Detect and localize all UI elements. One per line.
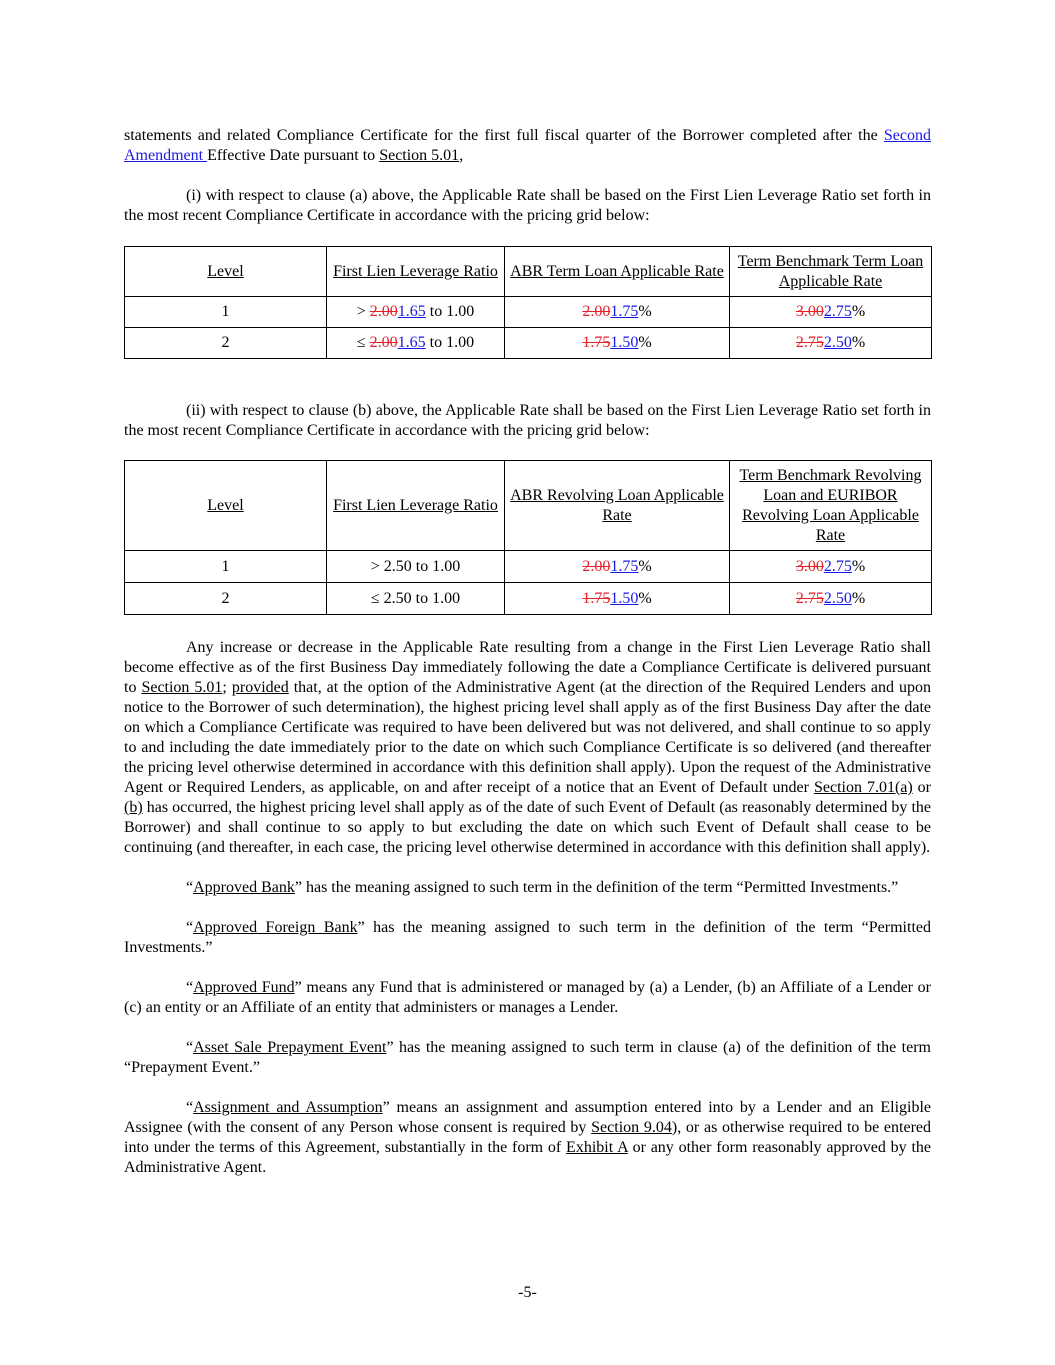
- text-run: “: [186, 879, 194, 896]
- text-run: ” has the meaning assigned to such term in the definition of the term “Permitted Investments.”: [124, 919, 931, 956]
- text-run: ≤ 2.50 to 1.00: [370, 589, 461, 607]
- table-cell: [730, 328, 932, 359]
- paragraph: [124, 126, 931, 166]
- text-run: %: [851, 557, 866, 575]
- text-run: %: [638, 334, 652, 351]
- text-run: > 2.50 to 1.00: [370, 557, 461, 575]
- table-header-row: [125, 461, 932, 551]
- deleted-text: 2.00: [582, 557, 611, 575]
- text-run: 2: [221, 334, 230, 351]
- text-run: ” means an assignment and assumption entered into by a Lender and an Eligible Assignee (with the consent of any Person whose consent is required by: [124, 1099, 932, 1136]
- paragraph: [124, 978, 931, 1018]
- text-run: ” has the meaning assigned to such term in clause (a) of the definition of the term “Prepayment Event.”: [124, 1039, 932, 1076]
- text-run: 1: [221, 303, 230, 320]
- text-run: (ii) with respect to clause (b) above, the Applicable Rate shall be based on the First Lien Leverage Ratio set forth in the most recent Compliance Certificate in accordance with the pricing grid below:: [124, 402, 931, 439]
- table-cell: [505, 297, 730, 328]
- defined-term[interactable]: (b): [124, 799, 143, 816]
- defined-term[interactable]: provided: [231, 679, 289, 696]
- inserted-text: 2.75: [823, 303, 852, 320]
- defined-term[interactable]: First Lien Leverage Ratio: [333, 496, 498, 514]
- deleted-text: 3.00: [795, 557, 824, 575]
- table-cell: [327, 297, 505, 328]
- table-row: [125, 297, 932, 328]
- table-cell: [505, 461, 730, 551]
- table-row: [125, 583, 932, 615]
- paragraph: [124, 638, 931, 858]
- inserted-text: 1.50: [610, 334, 639, 351]
- text-run: ≤: [356, 334, 370, 351]
- deleted-text: 1.75: [582, 334, 611, 351]
- inserted-text: 2.50: [823, 334, 852, 351]
- defined-term[interactable]: Assignment and Assumption: [193, 1099, 383, 1116]
- defined-term[interactable]: Term Benchmark Revolving Loan and EURIBOR Revolving Loan Applicable Rate: [739, 466, 922, 544]
- intro-paragraphs: [124, 126, 931, 226]
- deleted-text: 1.75: [582, 589, 611, 607]
- inserted-text: 1.75: [610, 303, 639, 320]
- text-run: %: [638, 589, 652, 607]
- table-cell: [327, 247, 505, 297]
- table-cell: [730, 461, 932, 551]
- defined-term[interactable]: Approved Foreign Bank: [193, 919, 358, 936]
- defined-term[interactable]: Approved Bank: [193, 879, 295, 896]
- table-cell: [125, 328, 327, 359]
- table-cell: [125, 247, 327, 297]
- text-run: or any other form reasonably approved by the Administrative Agent.: [124, 1139, 932, 1176]
- table-cell: [327, 328, 505, 359]
- defined-term[interactable]: ABR Term Loan Applicable Rate: [510, 262, 724, 280]
- definitions: [124, 638, 931, 1178]
- deleted-text: 2.75: [795, 334, 824, 351]
- pricing-grid-term-loan: [124, 246, 932, 359]
- deleted-text: 2.00: [369, 303, 398, 320]
- defined-term[interactable]: Exhibit A: [566, 1139, 628, 1156]
- text-run: 2: [221, 589, 230, 607]
- table-cell: [327, 461, 505, 551]
- text-run: %: [638, 303, 652, 320]
- inserted-text: 2.50: [823, 589, 852, 607]
- text-run: “: [186, 1039, 194, 1056]
- text-run: %: [851, 589, 866, 607]
- text-run: Effective Date pursuant to: [207, 147, 380, 164]
- inserted-text: 1.65: [397, 334, 426, 351]
- page-number: -5-: [518, 1284, 537, 1301]
- link[interactable]: Second Amendment: [124, 127, 931, 164]
- text-run: to 1.00: [425, 334, 475, 351]
- text-run: statements and related Compliance Certificate for the first full fiscal quarter of the Borrower completed after the: [124, 127, 884, 144]
- deleted-text: 2.75: [795, 589, 824, 607]
- inserted-text: 1.65: [397, 303, 426, 320]
- text-run: ,: [459, 147, 464, 164]
- table-cell: [730, 297, 932, 328]
- deleted-text: 2.00: [369, 334, 398, 351]
- defined-term[interactable]: Asset Sale Prepayment Event: [193, 1039, 387, 1056]
- text-run: that, at the option of the Administrative Agent (at the direction of the Required Lenders and upon notice to the Borrower of such determination), the highest pricing level shall apply as of the first Business Day after the date on which a Compliance Certificate was required to have been delivered but was not delivered, and shall continue to so apply to and including the date immediately prior to the date on which such Compliance Certificate is so delivered (and thereafter the pricing level otherwise determined in accordance with this definition shall apply). Upon the request of the Administrative Agent or Required Lenders, as applicable, on and after receipt of a notice that an Event of Default under: [124, 679, 932, 796]
- text-run: >: [356, 303, 370, 320]
- table-cell: [505, 583, 730, 615]
- table-cell: [125, 583, 327, 615]
- paragraph: [124, 401, 931, 441]
- paragraph: [124, 878, 931, 898]
- table-cell: [125, 551, 327, 583]
- text-run: or: [912, 779, 932, 796]
- table-cell: [505, 328, 730, 359]
- inserted-text: 1.75: [610, 557, 639, 575]
- table-row: [125, 328, 932, 359]
- text-run: (i) with respect to clause (a) above, the Applicable Rate shall be based on the First Lien Leverage Ratio set forth in the most recent Compliance Certificate in accordance with the pricing grid below:: [124, 187, 931, 224]
- text-run: “: [186, 979, 194, 996]
- clause-ii-paragraph: [124, 401, 931, 441]
- document-page: [124, 126, 931, 1198]
- text-run: %: [638, 557, 652, 575]
- inserted-text: 1.50: [610, 589, 639, 607]
- text-run: has occurred, the highest pricing level shall apply as of the date of such Event of Default (as reasonably determined by the Borrower) and shall continue to so apply to but excluding the date on which such Event of Default shall cease to be continuing (and thereafter, in each case, the pricing level otherwise determined in accordance with this definition shall apply).: [124, 799, 931, 856]
- text-run: “: [186, 1099, 194, 1116]
- deleted-text: 3.00: [795, 303, 824, 320]
- paragraph: [124, 1098, 931, 1178]
- table-row: [125, 551, 932, 583]
- table-cell: [327, 551, 505, 583]
- paragraph: [124, 918, 931, 958]
- paragraph: [124, 1038, 931, 1078]
- table-cell: [327, 583, 505, 615]
- defined-term[interactable]: Level: [207, 496, 244, 514]
- text-run: ), or as otherwise required to be entered into under the terms of this Agreement, substantially in the form of: [124, 1119, 931, 1156]
- table-cell: [730, 247, 932, 297]
- deleted-text: 2.00: [582, 303, 611, 320]
- text-run: %: [851, 334, 866, 351]
- defined-term[interactable]: Section 5.01: [141, 679, 223, 696]
- defined-term[interactable]: Section 7.01(a): [813, 779, 913, 796]
- text-run: ” has the meaning assigned to such term in the definition of the term “Permitted Investments.”: [294, 879, 899, 896]
- defined-term[interactable]: ABR Revolving Loan Applicable Rate: [510, 486, 724, 524]
- text-run: Any increase or decrease in the Applicable Rate resulting from a change in the First Lien Leverage Ratio shall become effective as of the first Business Day immediately following the date a Compliance Certificate is delivered pursuant to: [124, 639, 931, 696]
- text-run: ” means any Fund that is administered or managed by (a) a Lender, (b) an Affiliate of a Lender or (c) an entity or an Affiliate of an entity that administers or manages a Lender.: [124, 979, 931, 1016]
- text-run: ;: [222, 679, 232, 696]
- defined-term[interactable]: Section 5.01: [379, 147, 460, 164]
- pricing-grid-revolving-loan: [124, 460, 932, 615]
- defined-term[interactable]: Term Benchmark Term Loan Applicable Rate: [737, 252, 924, 290]
- text-run: to 1.00: [425, 303, 475, 320]
- table-cell: [125, 297, 327, 328]
- table-cell: [505, 551, 730, 583]
- table-cell: [730, 583, 932, 615]
- text-run: “: [186, 919, 194, 936]
- defined-term[interactable]: Section 9.04: [591, 1119, 672, 1136]
- table-header-row: [125, 247, 932, 297]
- text-run: 1: [221, 557, 230, 575]
- defined-term[interactable]: Level: [207, 262, 244, 280]
- paragraph: [124, 186, 931, 226]
- table-cell: [505, 247, 730, 297]
- text-run: %: [851, 303, 866, 320]
- table-cell: [125, 461, 327, 551]
- defined-term[interactable]: First Lien Leverage Ratio: [333, 262, 498, 280]
- defined-term[interactable]: Approved Fund: [193, 979, 295, 996]
- inserted-text: 2.75: [823, 557, 852, 575]
- table-cell: [730, 551, 932, 583]
